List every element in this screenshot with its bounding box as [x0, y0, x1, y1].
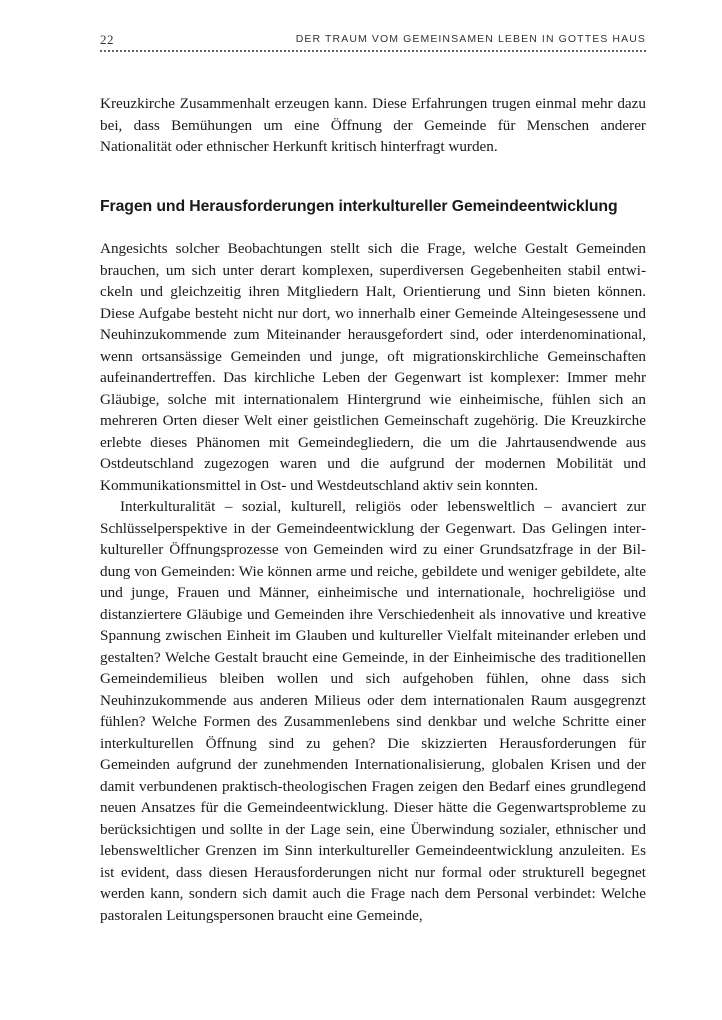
running-title: DER TRAUM VOM GEMEINSAMEN LEBEN IN GOTTES HAUS: [295, 33, 646, 45]
intro-paragraph: Kreuzkirche Zusammenhalt erzeugen kann. Diese Erfahrungen trugen einmal mehr dazu bei, dass Bemühungen um eine Öffnung der Gemeinde für Menschen anderer Nationalität oder ethnischer Herkunft kritisch hinterfragt wurden.: [100, 95, 646, 155]
section-text-block: [100, 238, 646, 926]
page-number: 22: [100, 32, 114, 47]
section-paragraph-1: Angesichts solcher Beobachtungen stellt sich die Frage, welche Gestalt Gemeinden brauchen, um sich unter derart komplexen, superdiversen Gegebenheiten stabil entwickeln und gleichzeitig ihren Mitgliedern Halt, Orientierung und Sinn bieten können. Diese Aufgabe besteht nicht nur dort, wo innerhalb einer Gemeinde Alteingesessene und Neuhinzukommende zum Miteinander herausgefordert sind, oder interdenominational, wenn ortsansässige Gemeinden und junge, oft migrationskirchliche Gemeinschaften aufeinandertreffen. Das kirchliche Leben der Gegenwart ist komplexer: Immer mehr Gläubige, solche mit internationalem Hintergrund wie einheimische, fühlen sich an mehreren Orten dieser Welt einer geistlichen Gemeinschaft zugehörig. Die Kreuzkirche erlebte dieses Phänomen mit Gemeindegliedern, die um die Jahrtausendwende aus Ostdeutschland zugezogen waren und die aufgrund der modernen Mobilität und Kommunikationsmittel in Ost- und Westdeutschland aktiv sein konnten.: [100, 240, 646, 494]
section-heading: Fragen und Herausforderungen interkultureller Gemeindeentwicklung: [100, 198, 618, 215]
running-header: [100, 28, 646, 48]
section-paragraph-2: Interkulturalität – sozial, kulturell, religiös oder lebensweltlich – avanciert zur Schlüsselperspektive in der Gemeindeentwicklung der Gegenwart. Das Gelingen interkultureller Öffnungsprozesse von Gemeinden wird zu einer Grundsatzfrage in der Bildung von Gemeinden: Wie können arme und reiche, gebildete und weniger gebildete, alte und junge, Frauen und Männer, einheimische und internationale, hochreligiöse und distanziertere Gläubige und Gemeinden ihre Verschiedenheit als innovative und kreative Spannung zwischen Einheit im Glauben und kultureller Vielfalt miteinander erleben und gestalten? Welche Gestalt braucht eine Gemeinde, in der Einheimische des traditionellen Gemeindemilieus bleiben wollen und sich aufgehoben fühlen, ohne dass sich Neuhinzukommende aus anderen Milieus oder dem internationalen Raum ausgegrenzt fühlen? Welche Formen des Zusammenlebens sind denkbar und welche Schritte einer interkulturellen Öffnung sind zu gehen? Die skizzierten Herausforderungen für Gemeinden aufgrund der zunehmenden Internationalisierung, globalen Krisen und der damit verbundenen praktisch-theologischen Fragen zeigen den Bedarf eines grundlegend neuen Ansatzes für die Gemeindeentwicklung. Dieser hätte die Gegenwartsprobleme zu berücksichtigen und sollte in der Lage sein, eine Überwindung sozialer, ethnischer und lebensweltlicher Grenzen im Sinn interkultureller Gemeindeentwicklung anzuleiten. Es ist evident, dass diesen Herausforderungen nicht nur formal oder strukturell begegnet werden kann, sondern sich damit auch die Frage nach dem Personal verbindet: Welche pastoralen Leitungspersonen braucht eine Gemeinde,: [100, 498, 646, 924]
intro-text-block: [100, 93, 646, 158]
header-dotted-rule: [100, 50, 646, 52]
